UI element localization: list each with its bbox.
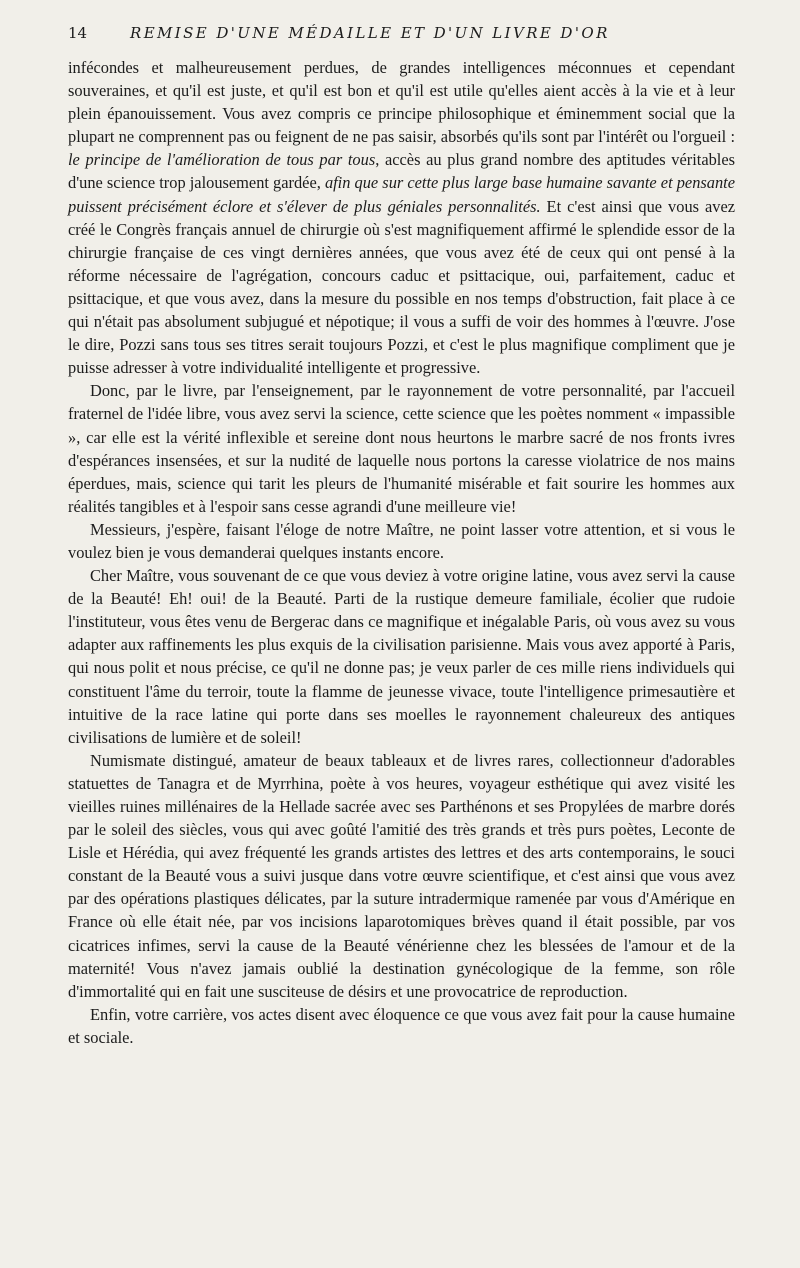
text-run: Et c'est ainsi que vous avez créé le Congrès français annuel de chirurgie où s'est magnifiquement affirmé le splendide essor de la chirurgie française de ces vingt dernières années, que vous avez été de ceux qui ont pensé à la réforme nécessaire de l'agrégation, concours caduc et psittacique, oui, parfaitement, caduc et psittacique, et que vous avez, dans la mesure du possible en nos temps d'obstruction, fait place à ce qui n'était pas absolument subjugué et népotique; il vous a suffi de voir des hommes à l'œuvre. J'ose le dire, Pozzi sans tous ses titres serait toujours Pozzi, et c'est le plus magnifique compliment que je puisse adresser à votre individualité intelligente et progressive.: [68, 196, 736, 378]
text-run: Cher Maître, vous souvenant de ce que vous deviez à votre origine latine, vous avez servi la cause de la Beauté! Eh! oui! de la Beauté. Parti de la rustique demeure familiale, écolier que rudoie l'instituteur, vous êtes venu de Bergerac dans ce magnifique et inégalable Paris, où vous avez su vous adapter aux raffinements les plus exquis de la civilisation parisienne. Mais vous avez apporté à Paris, qui nous polit et nous précise, ce qu'il ne donne pas; je veux parler de ces mille riens individuels qui constituent l'âme du terroir, toute la flamme de jeunesse vivace, toute l'intelligence primesautière et intuitive de la race latine qui porte dans ses moelles le rayonnement chaleureux des antiques civilisations de lumière et de soleil!: [68, 566, 735, 747]
text-run: Donc, par le livre, par l'enseignement, par le rayonnement de votre personnalité, par l'accueil fraternel de l'idée libre, vous avez servi la science, cette science que les poètes nomment « impassible », car elle est la vérité inflexible et sereine dont nous heurtons le marbre sacré de nos fronts ivres d'espérances insensées, et sur la nudité de laquelle nous portons la caresse violatrice de nos mains éperdues, mais, science qui tarit les pleurs de l'humanité misérable et fait sourire les hommes aux réalités tangibles et à l'espoir sans cesse agrandi d'une meilleure vie!: [68, 381, 735, 516]
emphasized-text: afin que sur cette plus large base humaine savante et pensante puissent précisément éclore et s'élever de plus géniales personnalités.: [68, 173, 735, 216]
text-run: infécondes et malheureusement perdues, de grandes intelligences méconnues et cependant souveraines, et qu'il est juste, et qu'il est bon et qu'il est utile qu'elles aient accès à la vie et à leur plein épanouissement. Vous avez compris ce principe philosophique et éminemment social que la plupart ne comprennent pas ou feignent de ne pas saisir, absorbés qu'ils sont par l'intérêt ou l'orgueil :: [68, 58, 735, 147]
page-number: 14: [68, 24, 88, 42]
text-run: Numismate distingué, amateur de beaux tableaux et de livres rares, collectionneur d'adorables statuettes de Tanagra et de Myrrhina, poète à vos heures, voyageur esthétique qui avez visité les vieilles ruines millénaires de la Hellade sacrée avec ses Parthénons et ses Propylées de marbre dorés par le soleil des siècles, vous qui avec goûté l'amitié des très grands et très purs poètes, Leconte de Lisle et Hérédia, qui avez fréquenté les grands artistes des lettres et des arts contemporains, le souci constant de la Beauté vous a suivi jusque dans votre œuvre scientifique, et c'est ainsi que vous avez par des opérations plastiques délicates, par la suture intradermique ramenée par vous d'Amérique en France où elle était née, par vos incisions laparotomiques brèves quand il était possible, par vos cicatrices infimes, servi la cause de la Beauté vénérienne chez les blessées de l'amour et de la maternité! Vous n'avez jamais oublié la destination gynécologique de la femme, son rôle d'immortalité qui en fait une susciteuse de désirs et une provocatrice de reproduction.: [68, 750, 735, 1001]
paragraph: [68, 564, 735, 749]
paragraph: [68, 749, 735, 1003]
text-run: Enfin, votre carrière, vos actes disent avec éloquence ce que vous avez fait pour la cause humaine et sociale.: [68, 1004, 735, 1047]
text-run: , accès au plus grand nombre des aptitudes véritables d'une science trop jalousement gardée,: [68, 150, 736, 193]
running-title: REMISE D'UNE MÉDAILLE ET D'UN LIVRE D'OR: [130, 24, 610, 42]
paragraph: [68, 518, 735, 564]
text-run: Messieurs, j'espère, faisant l'éloge de notre Maître, ne point lasser votre attention, et si vous le voulez bien je vous demanderai quelques instants encore.: [68, 519, 735, 562]
paragraph: [68, 1003, 735, 1049]
paragraph: [68, 379, 735, 518]
running-head: [68, 24, 734, 46]
emphasized-text: le principe de l'amélioration de tous par tous: [68, 150, 376, 170]
body-text: [68, 56, 735, 1049]
paragraph: [68, 56, 735, 379]
